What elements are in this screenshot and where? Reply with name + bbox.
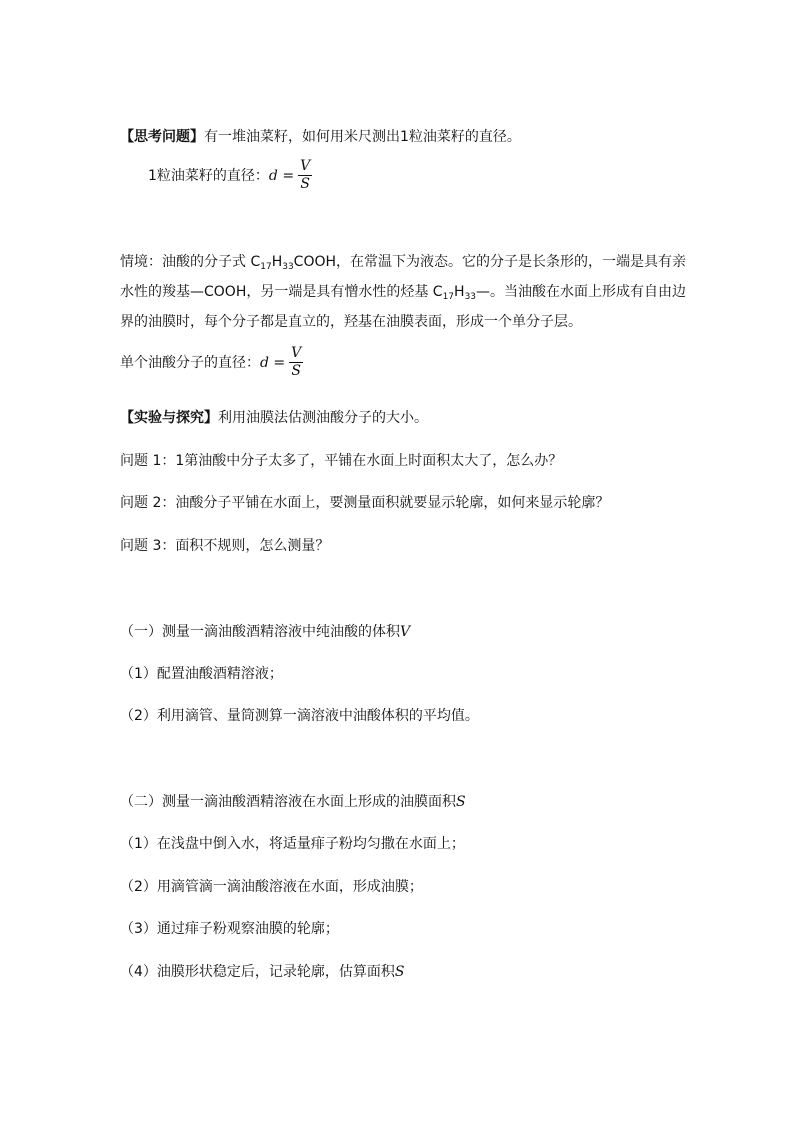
seed-formula-denominator: S [300, 176, 310, 192]
part2-step-4-text: （4）油膜形状稳定后，记录轮廓，估算面积 [120, 964, 395, 980]
molecule-formula-label: 单个油酸分子的直径： [120, 354, 260, 371]
experiment-intro-text: 利用油膜法估测油酸分子的大小。 [218, 410, 428, 426]
molecule-formula-fraction [289, 345, 303, 380]
molecule-formula-numerator: V [291, 345, 302, 361]
part1-step-1: （1）配置油酸酒精溶液； [120, 666, 283, 682]
situation-line2-c: —。当油酸在水面上形成有自由边 [476, 284, 687, 300]
part2-step-1: （1）在浅盘中倒入水，将适量痱子粉均匀撒在水面上； [120, 836, 465, 852]
question-1: 问题 1：1第油酸中分子太多了，平铺在水面上时面积太大了，怎么办？ [120, 453, 563, 469]
situation-line-3: 界的油膜时，每个分子都是直立的，羟基在油膜表面，形成一个单分子层。 [120, 314, 582, 330]
seed-formula-lhs: d = [268, 167, 295, 184]
part2-step-4 [120, 962, 405, 982]
part1-heading [120, 622, 410, 642]
part2-heading-var: S [456, 794, 466, 810]
part2-step-4-var: S [394, 964, 405, 980]
seed-formula-label: 1粒油菜籽的直径： [148, 167, 269, 184]
molecule-diameter-formula [120, 345, 303, 380]
question-2: 问题 2：油酸分子平铺在水面上，要测量面积就要显示轮廓，如何来显示轮廓？ [120, 495, 610, 511]
situation-line2-b: H [454, 284, 465, 300]
seed-formula-numerator: V [300, 158, 311, 174]
part1-step-2: （2）利用滴管、量筒测算一滴溶液中油酸体积的平均值。 [120, 708, 479, 724]
situation-line2-sub1: 17 [442, 292, 455, 302]
experiment-bracket-label: 【实验与探究】 [120, 410, 218, 426]
situation-line1-a: 情境：油酸的分子式 C [120, 254, 261, 270]
situation-line1-sub2: 33 [282, 262, 294, 272]
situation-line2-sub2: 33 [464, 292, 477, 302]
question-3: 问题 3：面积不规则，怎么测量？ [120, 538, 330, 554]
molecule-formula-denominator: S [291, 363, 302, 379]
situation-line1-b: H [271, 254, 283, 270]
part1-heading-text: （一）测量一滴油酸酒精溶液中纯油酸的体积 [120, 624, 400, 640]
part1-heading-var: V [400, 624, 411, 640]
part2-step-2: （2）用滴管滴一滴油酸溶液在水面，形成油膜； [120, 879, 423, 895]
situation-line-2 [120, 282, 686, 307]
situation-line1-sub1: 17 [260, 262, 272, 272]
situation-line-1 [120, 252, 686, 277]
experiment-intro [120, 408, 428, 428]
seed-diameter-formula [148, 158, 312, 193]
think-question-text: 有一堆油菜籽，如何用米尺测出1粒油菜籽的直径。 [204, 129, 521, 145]
part2-heading-text: （二）测量一滴油酸酒精溶液在水面上形成的油膜面积 [120, 794, 456, 810]
part2-heading [120, 792, 466, 812]
part2-step-3: （3）通过痱子粉观察油膜的轮廓； [120, 921, 339, 937]
seed-formula-fraction [298, 158, 312, 193]
molecule-formula-lhs: d = [260, 354, 286, 371]
think-question [120, 127, 521, 147]
situation-line2-a: 水性的羧基—COOH，另一端是具有憎水性的烃基 C [120, 284, 443, 300]
think-bracket-label: 【思考问题】 [120, 129, 204, 145]
situation-line1-c: COOH，在常温下为液态。它的分子是长条形的，一端是具有亲 [293, 254, 687, 270]
